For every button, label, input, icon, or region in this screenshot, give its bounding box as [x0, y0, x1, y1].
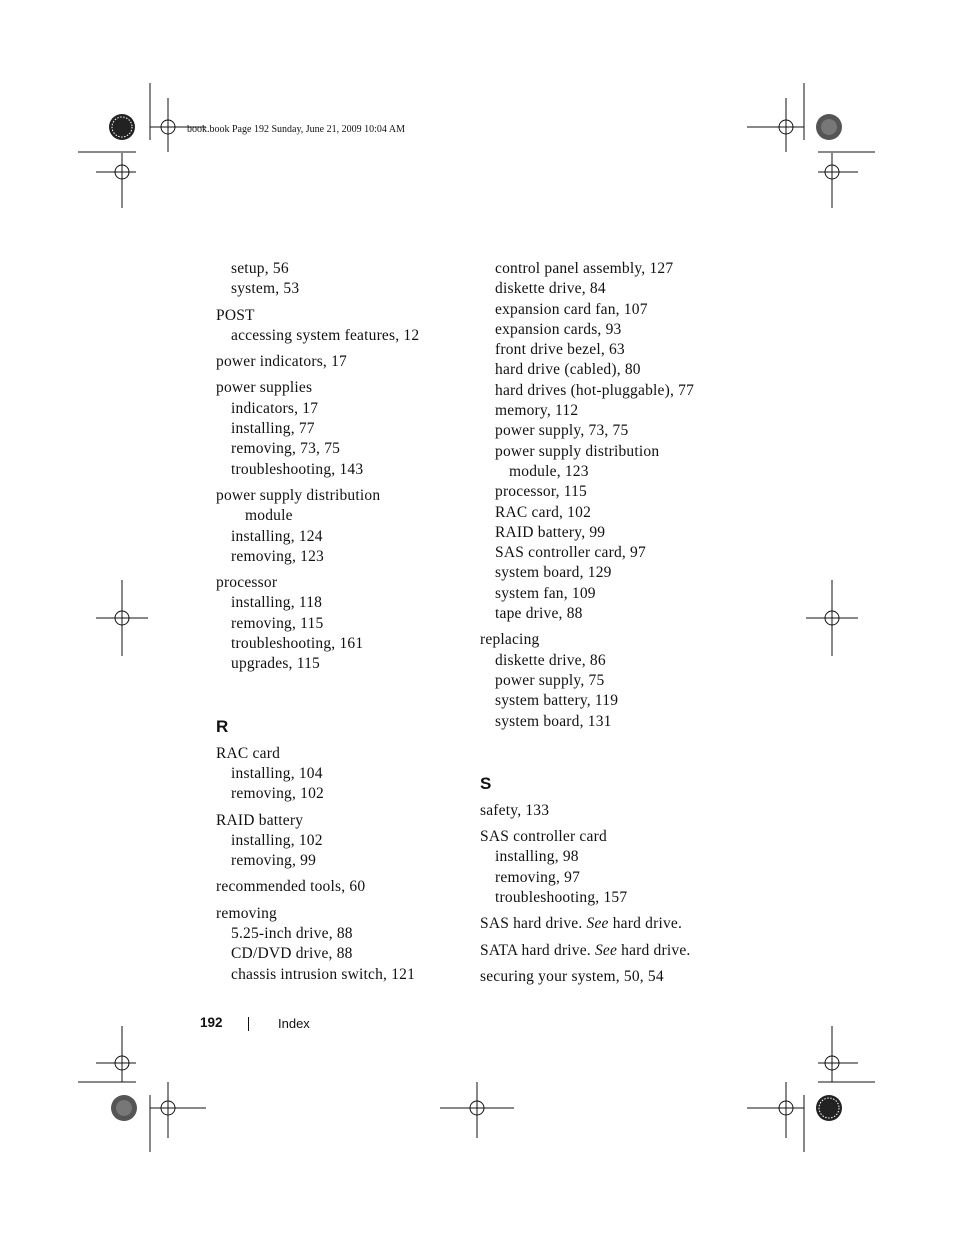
index-subentry: installing, 104: [231, 764, 323, 782]
index-entry: replacing: [480, 631, 540, 649]
index-subentry: system, 53: [231, 280, 300, 298]
index-subentry: RAID battery, 99: [495, 523, 606, 541]
footer-divider: [248, 1017, 249, 1031]
index-subentry: removing, 123: [231, 547, 325, 565]
index-subentry: tape drive, 88: [495, 605, 583, 623]
index-subentry: setup, 56: [231, 260, 289, 277]
index-column-left: [216, 259, 466, 985]
index-subentry: troubleshooting, 157: [495, 889, 628, 907]
index-subentry: troubleshooting, 143: [231, 460, 364, 478]
index-subentry: indicators, 17: [231, 399, 319, 417]
index-entry: recommended tools, 60: [216, 878, 366, 896]
index-subentry: CD/DVD drive, 88: [231, 945, 353, 963]
print-slug: book.book Page 192 Sunday, June 21, 2009 10:04 AM: [187, 124, 405, 135]
index-entry: safety, 133: [480, 801, 550, 819]
entry-text: SAS hard drive.: [480, 915, 587, 933]
index-subentry: front drive bezel, 63: [495, 341, 625, 359]
index-entry: power indicators, 17: [216, 353, 347, 371]
index-subentry: processor, 115: [495, 483, 588, 501]
index-subentry: installing, 124: [231, 527, 323, 545]
entry-tail: hard drive.: [608, 915, 683, 933]
index-subentry: removing, 73, 75: [231, 440, 341, 458]
index-subentry: upgrades, 115: [231, 655, 320, 673]
see-reference: See: [594, 941, 618, 959]
index-entry: securing your system, 50, 54: [480, 967, 664, 985]
index-subentry: memory, 112: [495, 402, 579, 420]
index-subentry: installing, 98: [495, 848, 579, 866]
index-subentry: control panel assembly, 127: [495, 260, 674, 277]
index-subentry: expansion card fan, 107: [495, 300, 648, 318]
index-entry: POST: [216, 306, 255, 324]
index-subentry: hard drive (cabled), 80: [495, 361, 641, 379]
index-entry: power supplies: [216, 379, 313, 397]
index-subentry: hard drives (hot-pluggable), 77: [495, 381, 695, 399]
index-subentry: module, 123: [509, 462, 589, 480]
index-subentry: RAC card, 102: [495, 503, 592, 521]
index-entry: RAID battery: [216, 811, 304, 829]
index-entry: [480, 941, 730, 961]
index-section-heading: R: [216, 716, 229, 736]
index-entry: processor: [216, 574, 278, 592]
index-subentry: diskette drive, 86: [495, 651, 606, 669]
entry-text: SATA hard drive.: [480, 941, 595, 959]
index-subentry: expansion cards, 93: [495, 320, 622, 338]
index-subentry: removing, 97: [495, 868, 581, 886]
entry-tail: hard drive.: [617, 941, 691, 959]
see-reference: See: [586, 915, 609, 933]
index-subentry: installing, 102: [231, 831, 323, 849]
index-subentry: removing, 115: [231, 614, 324, 632]
index-subentry: power supply, 73, 75: [495, 422, 629, 440]
index-subentry: power supply distribution: [495, 442, 660, 460]
index-entry: RAC card: [216, 744, 281, 762]
index-subentry: module: [245, 507, 293, 525]
index-subentry: system board, 131: [495, 712, 612, 730]
index-entry: [480, 914, 730, 934]
index-subentry: system board, 129: [495, 564, 612, 582]
index-subentry: 5.25-inch drive, 88: [231, 925, 353, 943]
index-entry: SAS controller card: [480, 828, 607, 846]
index-subentry: diskette drive, 84: [495, 280, 606, 298]
index-entry: removing: [216, 904, 278, 922]
index-subentry: system fan, 109: [495, 584, 596, 602]
index-subentry: power supply, 75: [495, 671, 605, 689]
index-subentry: installing, 77: [231, 420, 315, 438]
index-subentry: SAS controller card, 97: [495, 544, 646, 562]
index-subentry: system battery, 119: [495, 692, 619, 710]
index-column-right: [480, 259, 730, 987]
index-subentry: chassis intrusion switch, 121: [231, 965, 416, 983]
page-number: 192: [200, 1015, 223, 1030]
index-subentry: removing, 99: [231, 852, 317, 870]
section-label: Index: [278, 1016, 310, 1031]
index-section-heading: S: [480, 773, 492, 793]
index-subentry: removing, 102: [231, 785, 325, 803]
index-entry: power supply distribution: [216, 486, 381, 504]
index-subentry: accessing system features, 12: [231, 326, 420, 344]
index-subentry: installing, 118: [231, 594, 323, 612]
index-subentry: troubleshooting, 161: [231, 635, 364, 653]
